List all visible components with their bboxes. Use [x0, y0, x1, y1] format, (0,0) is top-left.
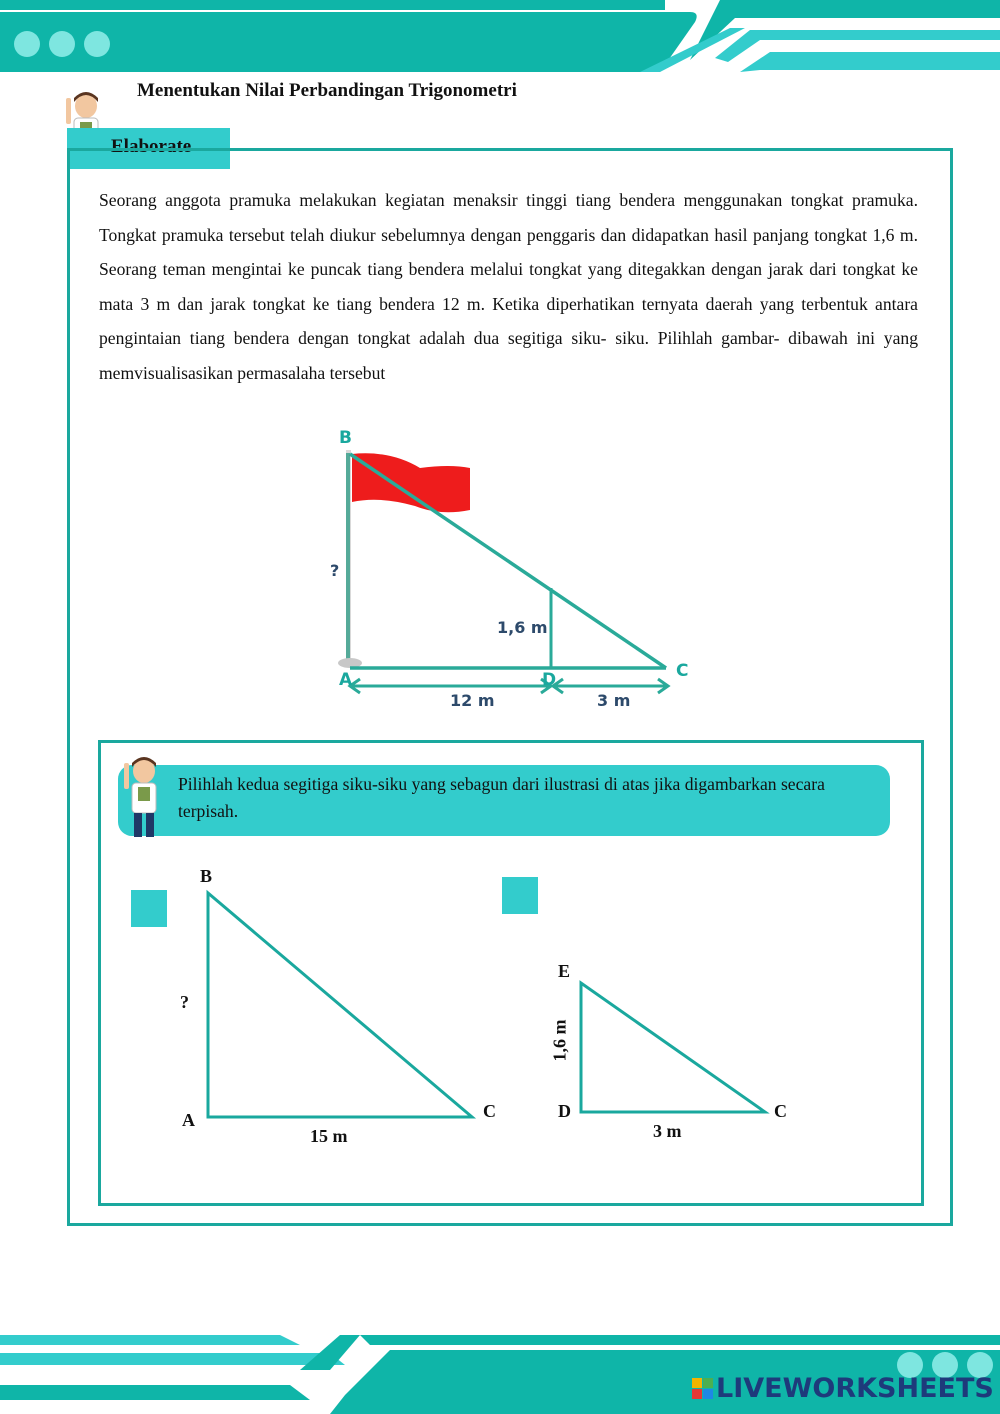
figure-dist-ad: 12 m: [450, 691, 495, 710]
figure-point-a: A: [339, 670, 353, 690]
triangle-left-vertex-a: A: [182, 1110, 195, 1130]
problem-paragraph: Seorang anggota pramuka melakukan kegiatan menaksir tinggi tiang bendera menggunakan tongkat pramuka. Tongkat pramuka tersebut telah diukur sebelumnya dengan penggaris dan didapatkan hasil panjang tongkat 1,6 m. Seorang teman mengintai ke puncak tiang bendera melalui tongkat yang ditegakkan dengan jarak dari tongkat ke mata 3 m dan jarak tongkat ke tiang bendera 12 m. Ketika diperhatikan ternyata daerah yang terbentuk antara pengintaian tiang bendera dengan tongkat adalah dua segitiga siku- siku. Pilihlah gambar- dibawah ini yang memvisualisasikan permasalaha tersebut: [99, 190, 918, 383]
triangle-right-vertex-e: E: [558, 961, 571, 981]
header-banner: [0, 0, 1000, 80]
header-dot-3: [84, 31, 110, 57]
header-dot-1: [14, 31, 40, 57]
triangle-right-vertex-d: D: [558, 1101, 571, 1121]
brand-wordmark: [716, 1373, 994, 1404]
triangle-left-base: 15 m: [310, 1126, 348, 1146]
figure-dist-dc: 3 m: [597, 691, 631, 710]
liveworksheets-logo-icon: [692, 1378, 714, 1400]
figure-point-c: C: [676, 661, 689, 681]
figure-stick-length: 1,6 m: [497, 618, 548, 637]
triangle-abc: [200, 885, 480, 1125]
figure-point-b: B: [339, 428, 352, 448]
triangle-left-vertex-c: C: [483, 1101, 496, 1121]
triangle-right-base: 3 m: [653, 1121, 682, 1141]
flagpole-figure: [320, 420, 700, 720]
triangle-left-vertex-b: B: [200, 866, 213, 886]
figure-height-unknown: ?: [330, 561, 340, 580]
header-dot-2: [49, 31, 75, 57]
student-mascot-icon: [120, 755, 170, 839]
triangle-left-side-unknown: ?: [180, 992, 189, 1012]
flag: [352, 453, 470, 512]
figure-point-d: D: [542, 670, 557, 690]
triangle-right-height: 1,6 m: [549, 1019, 570, 1062]
answer-box-left[interactable]: [131, 890, 167, 927]
section-label: Elaborate: [111, 136, 192, 157]
triangle-edc: [573, 975, 773, 1120]
brand-suffix: WORKSHEETS: [782, 1373, 994, 1404]
page-title: Menentukan Nilai Perbandingan Trigonometri: [137, 80, 517, 101]
triangle-right-vertex-c: C: [774, 1101, 787, 1121]
instruction-text: Pilihlah kedua segitiga siku-siku yang sebagun dari ilustrasi di atas jika digambarkan secara terpisah.: [178, 774, 825, 821]
answer-box-right[interactable]: [502, 877, 538, 914]
brand-prefix: LIVE: [716, 1373, 783, 1404]
